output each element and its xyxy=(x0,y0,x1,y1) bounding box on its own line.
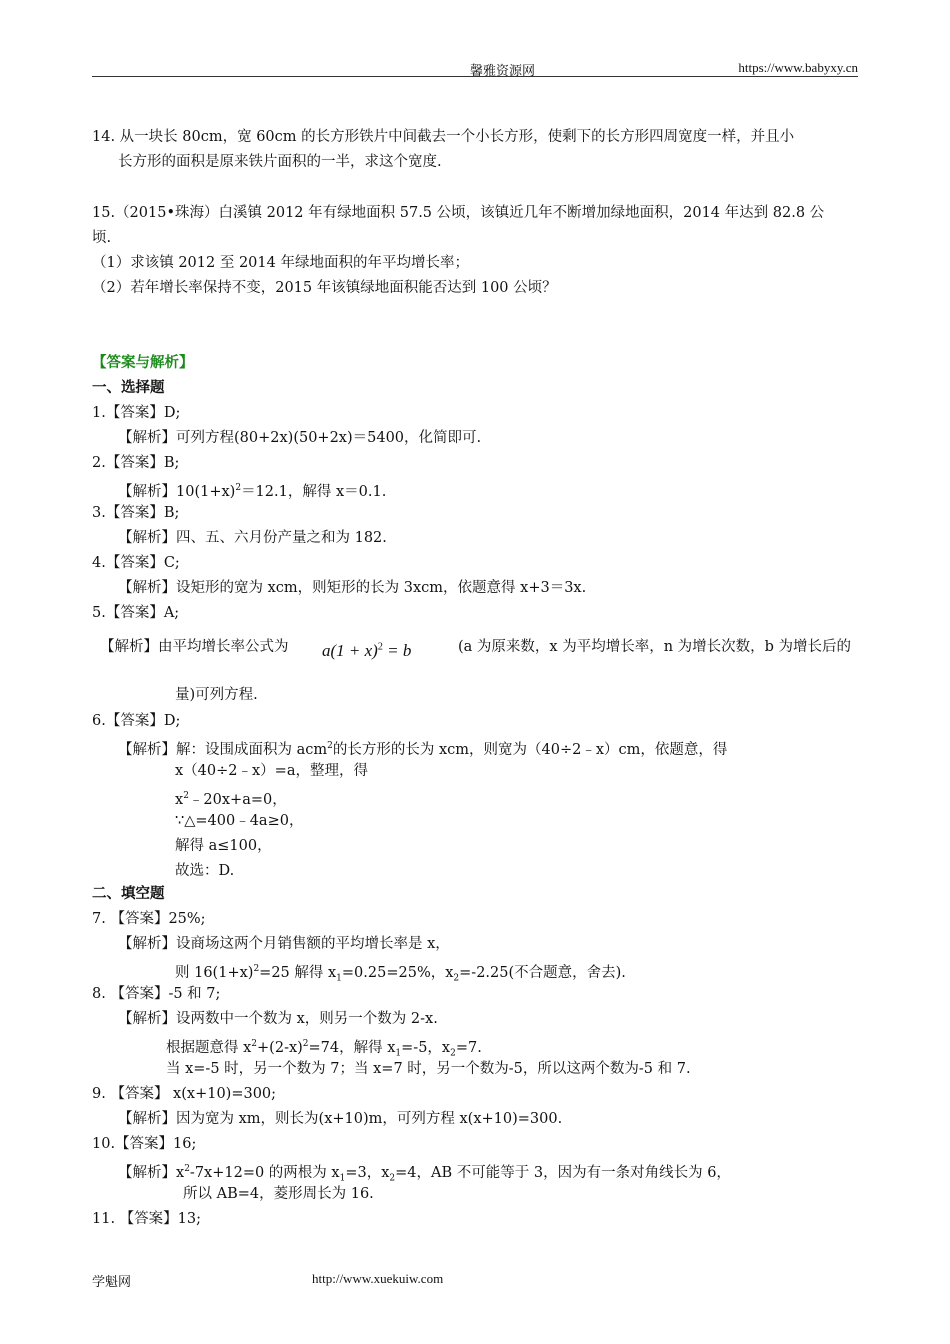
superscript: 2 xyxy=(251,1039,258,1049)
text-part: 【解析】解：设围成面积为 acm xyxy=(118,741,328,758)
question-14-line2: 长方形的面积是原来铁片面积的一半，求这个宽度. xyxy=(118,154,442,170)
answer-6-line4: ∵△=400﹣4a≥0， xyxy=(175,813,304,829)
answer-8-explain: 【解析】设两数中一个数为 x，则另一个数为 2-x. xyxy=(118,1011,438,1027)
text-part: 【解析】10(1+x) xyxy=(118,483,236,500)
answer-6-line3 xyxy=(175,786,287,810)
answer-7-explain: 【解析】设商场这两个月销售额的平均增长率是 x， xyxy=(118,936,450,952)
subscript: 1 xyxy=(339,1173,346,1184)
answer-1: 1.【答案】D; xyxy=(92,405,181,421)
question-15-line2: 顷. xyxy=(92,230,112,246)
text-part: =0.25=25%，x xyxy=(341,964,454,981)
footer-site-name: 学魁网 xyxy=(92,1275,132,1290)
section-choice: 一、选择题 xyxy=(92,380,165,396)
answer-3: 3.【答案】B; xyxy=(92,505,180,521)
subscript: 2 xyxy=(389,1173,396,1184)
answers-title: 【答案与解析】 xyxy=(92,355,194,371)
answer-5: 5.【答案】A; xyxy=(92,605,180,621)
superscript: 2 xyxy=(184,1164,190,1174)
answer-10-line2: 所以 AB=4，菱形周长为 16. xyxy=(183,1186,374,1202)
answer-2: 2.【答案】B; xyxy=(92,455,180,471)
superscript: 2 xyxy=(253,964,260,974)
footer-url[interactable]: http://www.xuekuiw.com xyxy=(312,1271,444,1286)
text-part: +(2-x) xyxy=(257,1039,303,1056)
answer-2-explain xyxy=(118,478,386,502)
answer-10: 10.【答案】16; xyxy=(92,1136,197,1152)
subscript: 1 xyxy=(395,1048,402,1059)
answer-6-line5: 解得 a≤100， xyxy=(175,838,272,854)
answer-8: 8. 【答案】-5 和 7; xyxy=(92,986,221,1002)
answer-6-line2: x（40÷2﹣x）=a，整理，得 xyxy=(175,763,368,779)
formula-rhs: = b xyxy=(382,641,412,660)
text-part: =-5，x xyxy=(401,1039,451,1056)
question-14-line1: 14. 从一块长 80cm，宽 60cm 的长方形铁片中间截去一个小长方形，使剩下的长方形四周宽度一样，并且小 xyxy=(92,129,795,145)
header-site-name: 馨雅资源网 xyxy=(470,64,536,79)
header-url[interactable]: https://www.babyxy.cn xyxy=(738,60,858,75)
question-15-sub2: （2）若年增长率保持不变，2015 年该镇绿地面积能否达到 100 公顷？ xyxy=(92,280,557,296)
text-part: =3，x xyxy=(345,1164,390,1181)
answer-3-explain: 【解析】四、五、六月份产量之和为 182. xyxy=(118,530,387,546)
answer-11: 11. 【答案】13; xyxy=(92,1211,202,1227)
text-part: =74，解得 x xyxy=(308,1039,396,1056)
header-divider xyxy=(92,76,858,77)
answer-7-line2 xyxy=(175,959,626,989)
answer-9: 9. 【答案】 x(x+10)=300; xyxy=(92,1086,277,1102)
text-part: 根据题意得 x xyxy=(166,1039,252,1056)
text-part: 则 16(1+x) xyxy=(175,964,254,981)
text-part: ﹣20x+a=0， xyxy=(188,791,287,808)
subscript: 1 xyxy=(336,973,342,984)
superscript: 2 xyxy=(327,741,333,751)
growth-formula xyxy=(322,641,411,661)
answer-5-explain: 【解析】由平均增长率公式为 xyxy=(100,639,289,655)
superscript: 2 xyxy=(235,483,242,493)
text-part: 【解析】x xyxy=(118,1164,185,1181)
text-part: ＝12.1，解得 x＝0.1. xyxy=(241,483,387,500)
formula-base: a(1 + x) xyxy=(322,641,378,660)
subscript: 2 xyxy=(453,973,460,984)
superscript: 2 xyxy=(183,791,189,801)
answer-7: 7. 【答案】25%; xyxy=(92,911,206,927)
text-part: x xyxy=(175,791,184,808)
subscript: 2 xyxy=(450,1048,456,1059)
text-part: =-2.25(不合题意，舍去). xyxy=(459,964,626,981)
text-part: -7x+12=0 的两根为 x xyxy=(189,1164,340,1181)
answer-8-line3: 当 x=-5 时，另一个数为 7；当 x=7 时，另一个数为-5，所以这两个数为-5 和 7. xyxy=(166,1061,691,1077)
question-15-sub1: （1）求该镇 2012 至 2014 年绿地面积的年平均增长率； xyxy=(92,255,469,271)
question-15-line1: 15.（2015•珠海）白溪镇 2012 年有绿地面积 57.5 公顷，该镇近几年不断增加绿地面积，2014 年达到 82.8 公 xyxy=(92,205,825,221)
text-part: 的长方形的长为 xcm，则宽为（40÷2﹣x）cm，依题意，得 xyxy=(332,741,728,758)
answer-4-explain: 【解析】设矩形的宽为 xcm，则矩形的长为 3xcm，依题意得 x+3＝3x. xyxy=(118,580,587,596)
superscript: 2 xyxy=(302,1039,309,1049)
answer-1-explain: 【解析】可列方程(80+2x)(50+2x)＝5400，化简即可. xyxy=(118,430,482,446)
answer-6-explain xyxy=(118,736,727,760)
section-fill-blank: 二、填空题 xyxy=(92,886,165,902)
formula-exponent: 2 xyxy=(377,641,383,653)
text-part: =7. xyxy=(455,1039,482,1056)
answer-9-explain: 【解析】因为宽为 xm，则长为(x+10)m，可列方程 x(x+10)=300. xyxy=(118,1111,563,1127)
answer-5-explain-line2: 量)可列方程. xyxy=(175,687,258,703)
answer-5-explain-tail: (a 为原来数，x 为平均增长率，n 为增长次数，b 为增长后的 xyxy=(458,639,852,655)
text-part: =4，AB 不可能等于 3，因为有一条对角线长为 6， xyxy=(395,1164,731,1181)
answer-4: 4.【答案】C; xyxy=(92,555,180,571)
text-part: =25 解得 x xyxy=(259,964,337,981)
answer-6-line6: 故选：D. xyxy=(175,863,235,879)
answer-6: 6.【答案】D; xyxy=(92,713,181,729)
